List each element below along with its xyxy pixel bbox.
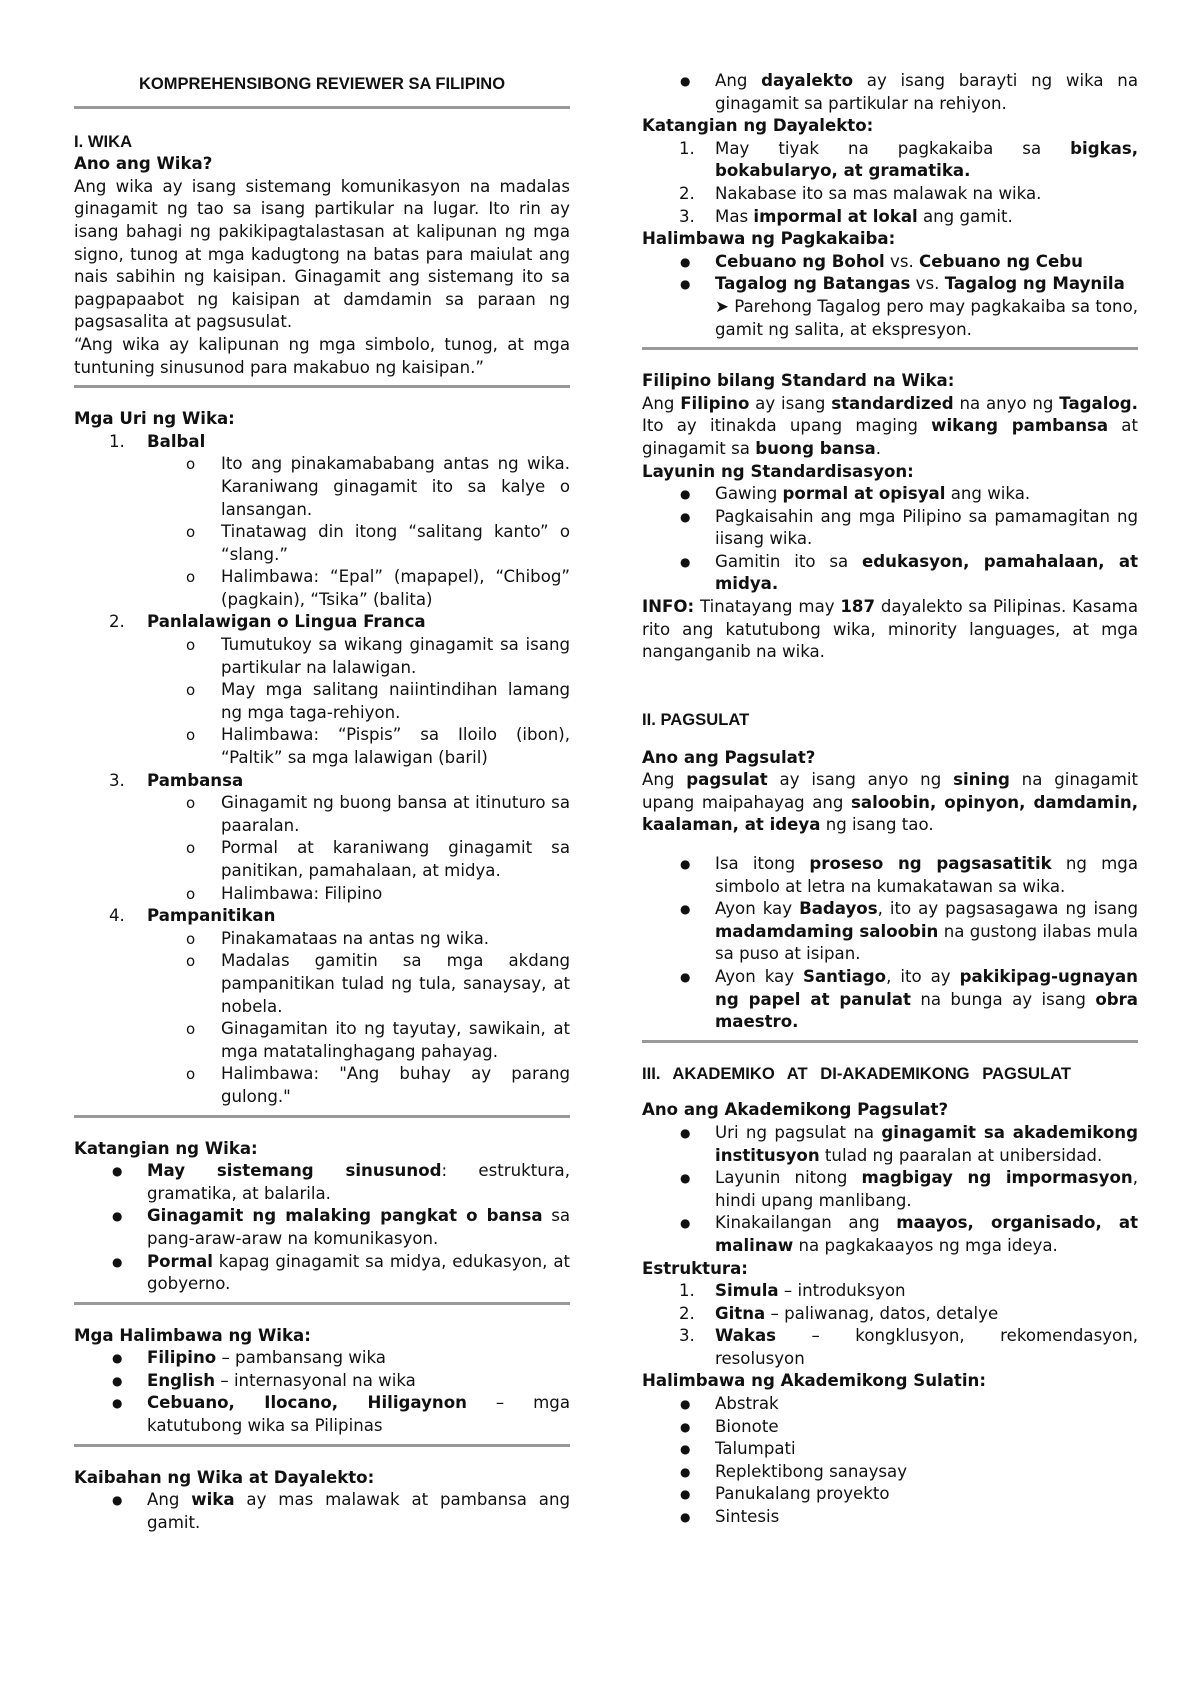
list-item: ● Isa itong proseso ng pagsasatitik ng mga simbolo at letra na kumakatawan sa wika. [642, 853, 1138, 898]
list-item: ● Kinakailangan ang maayos, organisado, at malinaw na pagkakaayos ng mga ideya. [642, 1212, 1138, 1257]
list-item: ● Cebuano ng Bohol vs. Cebuano ng Cebu [642, 251, 1138, 274]
kaibahan-list-continued [642, 70, 1138, 115]
list-item: 1. Balbal o Ito ang pinakamababang antas ng wika. Karaniwang ginagamit ito sa kalye o lansangan. o Tinatawag din itong “salitang kanto” o “slang.” o Halimbawa: “Epal” (mapapel), “Chibog” (pagkain), “Tsika” (balita) [74, 431, 570, 612]
halimbawa-wika-list [74, 1347, 570, 1437]
sub-list-item: o Halimbawa: "Ang buhay ay parang gulong." [74, 1063, 570, 1108]
list-item: 3. Mas impormal at lokal ang gamit. [679, 206, 1013, 226]
subheading-halimbawa-ng-pagkakaiba: Halimbawa ng Pagkakaiba: [642, 229, 896, 249]
pagkakaiba-note: ➤ Parehong Tagalog pero may pagkakaiba sa tono, gamit ng salita, at ekspresyon. [715, 296, 1138, 339]
dayalekto-list [642, 138, 1138, 228]
section-heading-wika: I. WIKA [74, 131, 133, 151]
sub-list-item: o Madalas gamitin sa mga akdang pampanitikan tulad ng tula, sanaysay, at nobela. [74, 950, 570, 1018]
list-item: ● Gamitin ito sa edukasyon, pamahalaan, at midya. [642, 551, 1138, 596]
section-divider [642, 347, 1138, 350]
subheading-katangian-ng-wika: Katangian ng Wika: [74, 1138, 258, 1158]
section-divider [74, 1115, 570, 1118]
list-item: ● Talumpati [642, 1438, 1138, 1461]
subheading-layunin: Layunin ng Standardisasyon: [642, 461, 914, 481]
section-divider [642, 1040, 1138, 1043]
left-column [74, 70, 570, 1534]
subheading-katangian-ng-dayalekto: Katangian ng Dayalekto: [642, 116, 874, 136]
subheading-kaibahan: Kaibahan ng Wika at Dayalekto: [74, 1467, 375, 1487]
sub-list-item: o Ginagamitan ito ng tayutay, sawikain, at mga matatalinghagang pahayag. [74, 1018, 570, 1063]
sub-list-item: o Pormal at karaniwang ginagamit sa panitikan, pamahalaan, at midya. [74, 837, 570, 882]
kaibahan-list [74, 1489, 570, 1534]
list-item: ● Ayon kay Badayos, ito ay pagsasagawa ng isang madamdaming saloobin na gustong ilabas mula sa puso at isipan. [642, 898, 1138, 966]
list-item: 1. May tiyak na pagkakaiba sa bigkas, bokabularyo, at gramatika. [679, 138, 1138, 181]
list-item: 4. Pampanitikan o Pinakamataas na antas ng wika. o Madalas gamitin sa mga akdang pampanitikan tulad ng tula, sanaysay, at nobela. o Ginagamitan ito ng tayutay, sawikain, at mga matatalinghagang pahayag. o Halimbawa: "Ang buhay ay parang gulong." [74, 905, 570, 1108]
list-item: ● Panukalang proyekto [642, 1483, 1138, 1506]
estruktura-list [642, 1280, 1138, 1370]
list-item: ● Cebuano, Ilocano, Hiligaynon – mga katutubong wika sa Pilipinas [74, 1392, 570, 1437]
list-item: ● Sintesis [642, 1506, 1138, 1529]
standard-paragraph: Ang Filipino ay isang standardized na anyo ng Tagalog. Ito ay itinakda upang maging wikang pambansa at ginagamit sa buong bansa. [642, 393, 1138, 458]
list-item: ● Ayon kay Santiago, ito ay pakikipag-ugnayan ng papel at panulat na bunga ay isang obra maestro. [642, 966, 1138, 1034]
document-title: KOMPREHENSIBONG REVIEWER SA FILIPINO [138, 75, 506, 93]
list-item: ● Uri ng pagsulat na ginagamit sa akademikong institusyon tulad ng paaralan at unibersidad. [642, 1122, 1138, 1167]
list-item: 2. Nakabase ito sa mas malawak na wika. [679, 183, 1042, 203]
list-item: 3. Pambansa o Ginagamit ng buong bansa at itinuturo sa paaralan. o Pormal at karaniwang ginagamit sa panitikan, pamahalaan, at midya. o Halimbawa: Filipino [74, 770, 570, 906]
sub-list-item: o Ginagamit ng buong bansa at itinuturo sa paaralan. [74, 792, 570, 837]
section-divider [74, 1302, 570, 1305]
list-item: 1. Simula – introduksyon [679, 1281, 906, 1301]
list-item: ● English – internasyonal na wika [74, 1370, 570, 1393]
pagkakaiba-list [642, 251, 1138, 341]
list-item: ● Pagkaisahin ang mga Pilipino sa pamamagitan ng iisang wika. [642, 506, 1138, 551]
subheading-halimbawa-ng-sulatin: Halimbawa ng Akademikong Sulatin: [642, 1371, 986, 1391]
layunin-list [642, 483, 1138, 596]
subheading-halimbawa-ng-wika: Mga Halimbawa ng Wika: [74, 1325, 311, 1345]
section-divider [74, 1444, 570, 1447]
pagsulat-definition: Ang pagsulat ay isang anyo ng sining na ginagamit upang maipahayag ang saloobin, opinyon, damdamin, kaalaman, at ideya ng isang tao. [642, 770, 1139, 835]
uri-list [74, 431, 570, 1109]
list-item: ● Ang wika ay mas malawak at pambansa ang gamit. [74, 1489, 570, 1534]
subheading-ano-ang-akademiko: Ano ang Akademikong Pagsulat? [642, 1100, 949, 1120]
pagsulat-list [642, 853, 1138, 1034]
list-item: ● Tagalog ng Batangas vs. Tagalog ng Maynila ➤ Parehong Tagalog pero may pagkakaiba sa tono, gamit ng salita, at ekspresyon. [642, 273, 1138, 341]
sub-list-item: o Ito ang pinakamababang antas ng wika. Karaniwang ginagamit ito sa kalye o lansangan. [74, 453, 570, 521]
list-item: ● Abstrak [642, 1393, 1138, 1416]
list-item: ● Replektibong sanaysay [642, 1461, 1138, 1484]
list-item: 3. Wakas – kongklusyon, rekomendasyon, resolusyon [679, 1326, 1138, 1368]
info-note: INFO: Tinatayang may 187 dayalekto sa Pilipinas. Kasama rito ang katutubong wika, minority languages, at mga nanganganib na wika. [642, 597, 1138, 662]
sub-list-item: o Pinakamataas na antas ng wika. [74, 928, 570, 951]
akademiko-list [642, 1122, 1138, 1258]
sub-list-item: o Halimbawa: Filipino [74, 883, 570, 906]
list-item: ● Pormal kapag ginagamit sa midya, edukasyon, at gobyerno. [74, 1251, 570, 1296]
subheading-standard: Filipino bilang Standard na Wika: [642, 371, 955, 391]
section-heading-pagsulat: II. PAGSULAT [642, 710, 750, 730]
list-item: ● Ginagamit ng malaking pangkat o bansa sa pang-araw-araw na komunikasyon. [74, 1205, 570, 1250]
sulatin-list [642, 1393, 1138, 1529]
right-column [642, 70, 1138, 1529]
katangian-list [74, 1160, 570, 1296]
list-item: ● May sistemang sinusunod: estruktura, gramatika, at balarila. [74, 1160, 570, 1205]
wika-quote: “Ang wika ay kalipunan ng mga simbolo, tunog, at mga tuntuning sinusunod para makabuo ng kaisipan.” [74, 334, 570, 377]
section-divider [74, 385, 570, 388]
subheading-ano-ang-pagsulat: Ano ang Pagsulat? [642, 747, 816, 767]
list-item: 2. Gitna – paliwanag, datos, detalye [679, 1303, 999, 1323]
list-item: ● Filipino – pambansang wika [74, 1347, 570, 1370]
wika-definition: Ang wika ay isang sistemang komunikasyon na madalas ginagamit ng tao sa isang partikular na lugar. Ito rin ay isang bahagi ng pakikipagtalastasan at kalipunan ng mga signo, tunog at mga kadugtong na batas para maiulat ang nais sabihin ng kaisipan. Ginagamit ang sistemang ito sa pagpapaabot ng kaisipan at damdamin sa paraan ng pagsasalita at pagsusulat. [74, 176, 570, 332]
sub-list-item: o Tinatawag din itong “salitang kanto” o “slang.” [74, 521, 570, 566]
subheading-uri-ng-wika: Mga Uri ng Wika: [74, 409, 235, 429]
list-item: ● Gawing pormal at opisyal ang wika. [642, 483, 1138, 506]
sub-list-item: o Halimbawa: “Epal” (mapapel), “Chibog” (pagkain), “Tsika” (balita) [74, 566, 570, 611]
subheading-ano-ang-wika: Ano ang Wika? [74, 154, 213, 174]
list-item: ● Bionote [642, 1416, 1138, 1439]
list-item: ● Layunin nitong magbigay ng impormasyon, hindi upang manlibang. [642, 1167, 1138, 1212]
list-item: ● Ang dayalekto ay isang barayti ng wika na ginagamit sa partikular na rehiyon. [642, 70, 1138, 115]
sub-list-item: o Halimbawa: “Pispis” sa Iloilo (ibon), “Paltik” sa mga lalawigan (baril) [74, 724, 570, 769]
sub-list-item: o May mga salitang naiintindihan lamang ng mga taga-rehiyon. [74, 679, 570, 724]
subheading-estruktura: Estruktura: [642, 1258, 748, 1278]
section-divider [74, 106, 570, 109]
list-item: 2. Panlalawigan o Lingua Franca o Tumutukoy sa wikang ginagamit sa isang partikular na lalawigan. o May mga salitang naiintindihan lamang ng mga taga-rehiyon. o Halimbawa: “Pispis” sa Iloilo (ibon), “Paltik” sa mga lalawigan (baril) [74, 611, 570, 769]
sub-list-item: o Tumutukoy sa wikang ginagamit sa isang partikular na lalawigan. [74, 634, 570, 679]
section-heading-akademiko: III. AKADEMIKO AT DI-AKADEMIKONG PAGSULAT [642, 1063, 1072, 1083]
